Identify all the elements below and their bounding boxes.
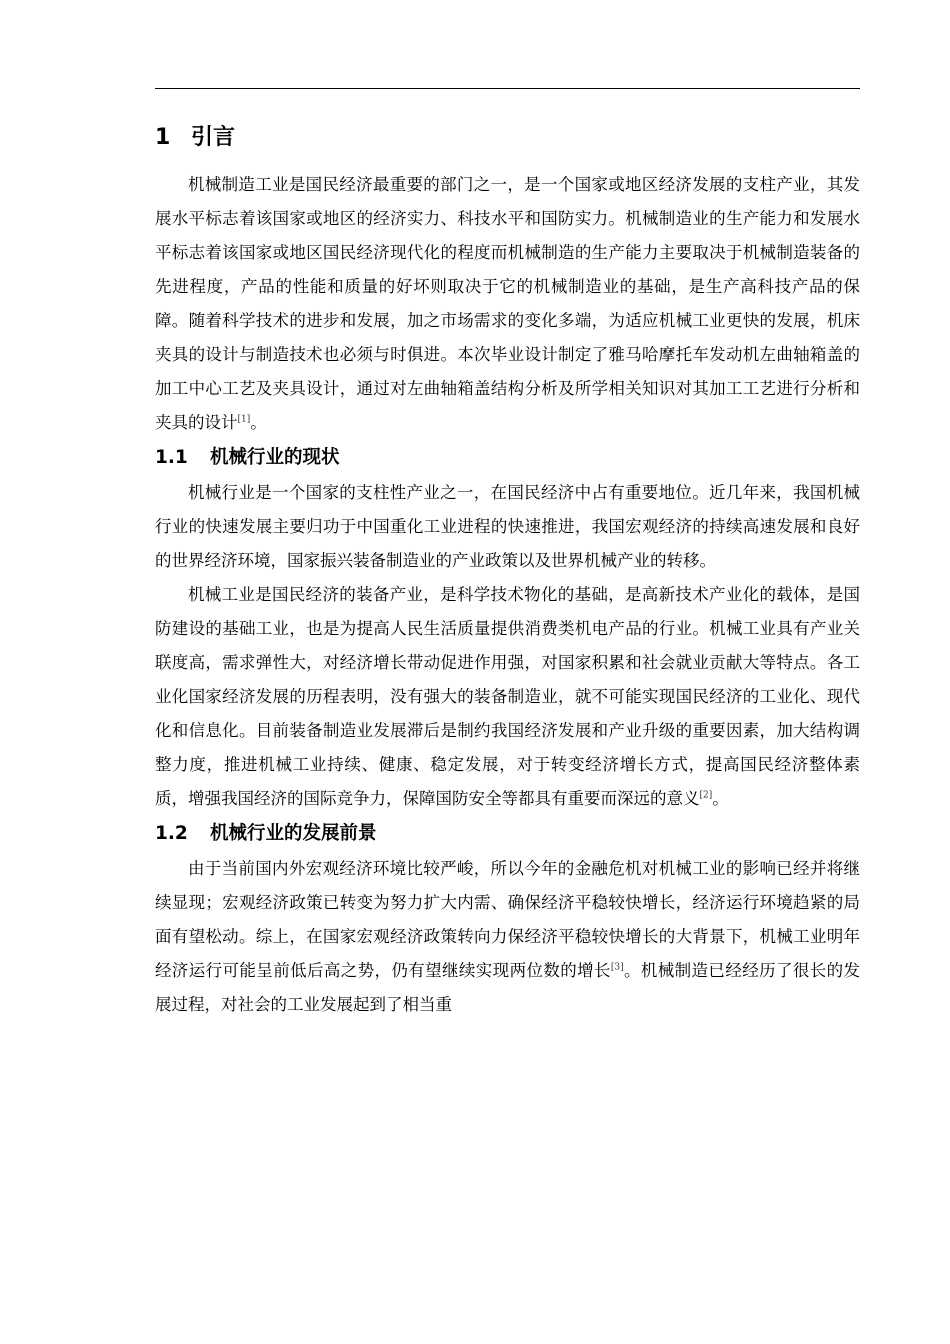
paragraph-text: 机械制造工业是国民经济最重要的部门之一，是一个国家或地区经济发展的支柱产业，其发展水平标志着该国家或地区的经济实力、科技水平和国防实力。机械制造业的生产能力和发展水平标志着该国家或地区国民经济现代化的程度而机械制造的生产能力主要取决于机械制造装备的先进程度，产品的性能和质量的好坏则取决于它的机械制造业的基础，是生产高科技产品的保障。随着科学技术的进步和发展，加之市场需求的变化多端，为适应机械工业更快的发展，机床夹具的设计与制造技术也必须与时俱进。本次毕业设计制定了雅马哈摩托车发动机左曲轴箱盖的加工中心工艺及夹具设计，通过对左曲轴箱盖结构分析及所学相关知识对其加工工艺进行分析和夹具的设计 xyxy=(155,175,860,432)
paragraph-end: 。 xyxy=(250,413,267,432)
section-1-1-paragraph-2 xyxy=(155,578,860,816)
paragraph-end: 。机械制造已经经历了很长的发展过程，对社会的工业发展起到了相当重 xyxy=(155,961,861,1014)
section-1-1-number: 1.1 xyxy=(155,447,188,468)
section-1-number: 1 xyxy=(155,125,171,150)
paragraph-text: 由于当前国内外宏观经济环境比较严峻，所以今年的金融危机对机械工业的影响已经并将继续显现；宏观经济政策已转变为努力扩大内需、确保经济平稳较快增长，经济运行环境趋紧的局面有望松动。综上，在国家宏观经济政策转向力保经济平稳较快增长的大背景下，机械工业明年经济运行可能呈前低后高之势，仍有望继续实现两位数的增长 xyxy=(155,859,860,980)
paragraph-end: 。 xyxy=(712,789,729,808)
citation-2: [2] xyxy=(699,790,713,801)
section-1-2-title: 机械行业的发展前景 xyxy=(210,823,377,844)
paragraph-text: 机械工业是国民经济的装备产业，是科学技术物化的基础，是高新技术产业化的载体，是国防建设的基础工业，也是为提高人民生活质量提供消费类机电产品的行业。机械工业具有产业关联度高，需求弹性大，对经济增长带动促进作用强，对国家积累和社会就业贡献大等特点。各工业化国家经济发展的历程表明，没有强大的装备制造业，就不可能实现国民经济的工业化、现代化和信息化。目前装备制造业发展滞后是制约我国经济发展和产业升级的重要因素，加大结构调整力度，推进机械工业持续、健康、稳定发展，对于转变经济增长方式，提高国民经济整体素质，增强我国经济的国际竞争力，保障国防安全等都具有重要而深远的意义 xyxy=(155,585,860,808)
citation-1: [1] xyxy=(237,414,251,425)
section-1-1-title: 机械行业的现状 xyxy=(210,447,340,468)
page-content xyxy=(155,118,860,1022)
paragraph-text: 机械行业是一个国家的支柱性产业之一，在国民经济中占有重要地位。近几年来，我国机械行业的快速发展主要归功于中国重化工业进程的快速推进，我国宏观经济的持续高速发展和良好的世界经济环境，国家振兴装备制造业的产业政策以及世界机械产业的转移。 xyxy=(155,483,860,570)
section-1-2-paragraph-1 xyxy=(155,852,860,1022)
section-1-1-heading xyxy=(155,440,860,476)
header-rule xyxy=(155,88,860,89)
citation-3: [3] xyxy=(610,962,624,973)
section-1-1-paragraph-1 xyxy=(155,476,860,578)
section-1-paragraph xyxy=(155,168,860,440)
section-1-2-heading xyxy=(155,816,860,852)
section-1-title: 引言 xyxy=(191,125,236,150)
section-1-heading xyxy=(155,118,860,158)
section-1-2-number: 1.2 xyxy=(155,823,188,844)
